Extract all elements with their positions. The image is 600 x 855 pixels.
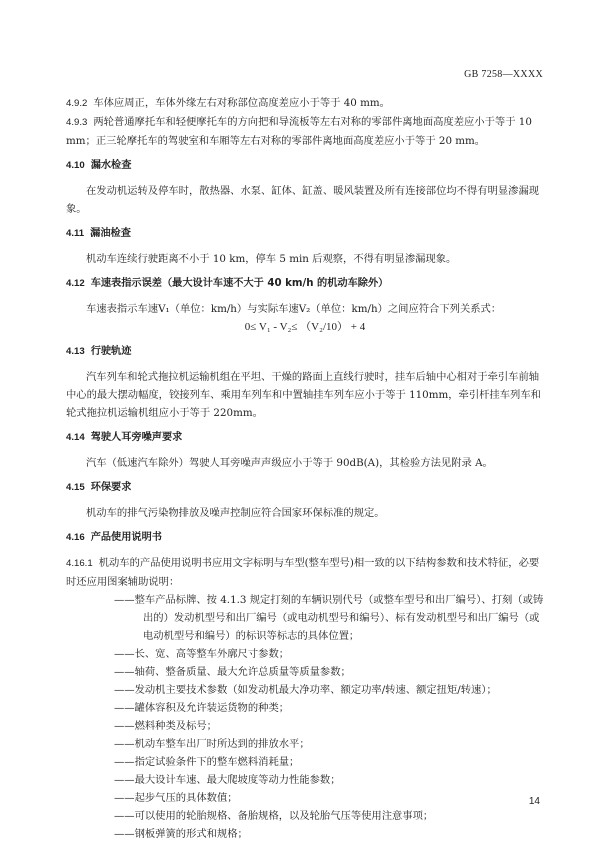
clause-text: 两轮普通摩托车和轻便摩托车的方向把和导流板等左右对称的零部件离地面高度差应小于等于 10 mm；正三轮摩托车的驾驶室和车厢等左右对称的零部件离地面高度差应小于等于 20 mm。 bbox=[66, 116, 532, 147]
heading-number: 4.13 bbox=[66, 346, 85, 357]
heading-4-12 bbox=[66, 275, 544, 293]
document-body bbox=[66, 94, 544, 843]
heading-4-15 bbox=[66, 479, 544, 497]
clause-4-12-text: 车速表指示车速V₁（单位：km/h）与实际车速V₂（单位：km/h）之间应符合下列关系式： bbox=[86, 303, 502, 315]
heading-title: 驾驶人耳旁噪声要求 bbox=[90, 432, 183, 443]
list-item: ——机动车整车出厂时所达到的排放水平； bbox=[114, 738, 310, 750]
list-item: ——整车产品标牌、按 4.1.3 规定打刻的车辆识别代号（或整车型号和出厂编号）、打刻（或铸出的）发动机型号和出厂编号（或电动机型号和编号）、标有发动机型号和出厂编号（或电动机型号和编号）的标识等标志的具体位置； bbox=[114, 594, 544, 642]
heading-title: 行驶轨迹 bbox=[90, 346, 132, 357]
heading-4-10 bbox=[66, 157, 544, 175]
heading-number: 4.12 bbox=[66, 278, 85, 289]
clause-4-14-text: 汽车（低速汽车除外）驾驶人耳旁噪声声级应小于等于 90dB(A)，其检验方法见附录 A。 bbox=[86, 457, 493, 469]
heading-4-11 bbox=[66, 225, 544, 243]
clause-4-11-text: 机动车连续行驶距离不小于 10 km，停车 5 min 后观察，不得有明显渗漏现象。 bbox=[86, 253, 457, 265]
clause-text: 机动车的产品使用说明书应用文字标明与车型(整车型号)相一致的以下结构参数和技术特征，必要时还应用图案辅助说明： bbox=[66, 557, 540, 588]
list-item: ——起步气压的具体数值； bbox=[114, 792, 238, 804]
clause-text: 车体应周正，车体外缘左右对称部位高度差应小于等于 40 mm。 bbox=[93, 97, 390, 109]
heading-number: 4.16 bbox=[66, 532, 85, 543]
list-item: ——可以使用的轮胎规格、备胎规格，以及轮胎气压等使用注意事项； bbox=[114, 810, 434, 822]
heading-title: 车速表指示误差（最大设计车速不大于 40 km/h 的机动车除外） bbox=[90, 278, 389, 289]
clause-4-9-3 bbox=[66, 113, 544, 150]
page-number: 14 bbox=[528, 796, 540, 807]
clause-4-16-1 bbox=[66, 554, 544, 591]
heading-title: 漏水检查 bbox=[90, 160, 132, 171]
list-item: ——罐体容积及允许装运货物的种类； bbox=[114, 702, 290, 714]
heading-number: 4.10 bbox=[66, 160, 85, 171]
heading-title: 环保要求 bbox=[90, 482, 132, 493]
list-item: ——钢板弹簧的形式和规格； bbox=[114, 828, 248, 840]
heading-title: 漏油检查 bbox=[90, 228, 131, 239]
list-item: ——发动机主要技术参数（如发动机最大净功率、额定功率/转速、额定扭矩/转速）； bbox=[114, 684, 497, 696]
parameter-list bbox=[66, 591, 544, 843]
heading-4-16 bbox=[66, 529, 544, 547]
clause-number: 4.16.1 bbox=[66, 558, 93, 569]
list-item: ——轴荷、整备质量、最大允许总质量等质量参数； bbox=[114, 666, 351, 678]
list-item: ——长、宽、高等整车外廓尺寸参数； bbox=[114, 648, 290, 660]
list-item: ——燃料种类及标号； bbox=[114, 720, 217, 732]
clause-4-9-2 bbox=[66, 94, 544, 113]
speed-formula: 0≤ V₁ - V₂≤ （V₂/10） + 4 bbox=[244, 321, 366, 333]
heading-number: 4.11 bbox=[66, 228, 85, 239]
clause-4-10-text: 在发动机运转及停车时，散热器、水泵、缸体、缸盖、暖风装置及所有连接部位均不得有明显渗漏现象。 bbox=[66, 185, 540, 215]
standard-code: GB 7258—XXXX bbox=[464, 69, 543, 80]
clause-4-15-text: 机动车的排气污染物排放及噪声控制应符合国家环保标准的规定。 bbox=[86, 507, 385, 519]
heading-number: 4.14 bbox=[66, 432, 85, 443]
clause-4-13-text: 汽车列车和轮式拖拉机运输机组在平坦、干燥的路面上直线行驶时，挂车后轴中心相对于牵引车前轴中心的最大摆动幅度，铰接列车、乘用车列车和中置轴挂车列车应小于等于 110mm，牵引杆挂车列车和轮式拖拉机运输机组应小于等于 220mm。 bbox=[66, 371, 541, 419]
heading-number: 4.15 bbox=[66, 482, 85, 493]
clause-number: 4.9.2 bbox=[66, 98, 88, 109]
heading-4-14 bbox=[66, 429, 544, 447]
heading-4-13 bbox=[66, 343, 544, 361]
list-item: ——指定试验条件下的整车燃料消耗量； bbox=[114, 756, 300, 768]
clause-number: 4.9.3 bbox=[66, 117, 88, 128]
list-item: ——最大设计车速、最大爬坡度等动力性能参数； bbox=[114, 774, 341, 786]
heading-title: 产品使用说明书 bbox=[90, 532, 162, 543]
